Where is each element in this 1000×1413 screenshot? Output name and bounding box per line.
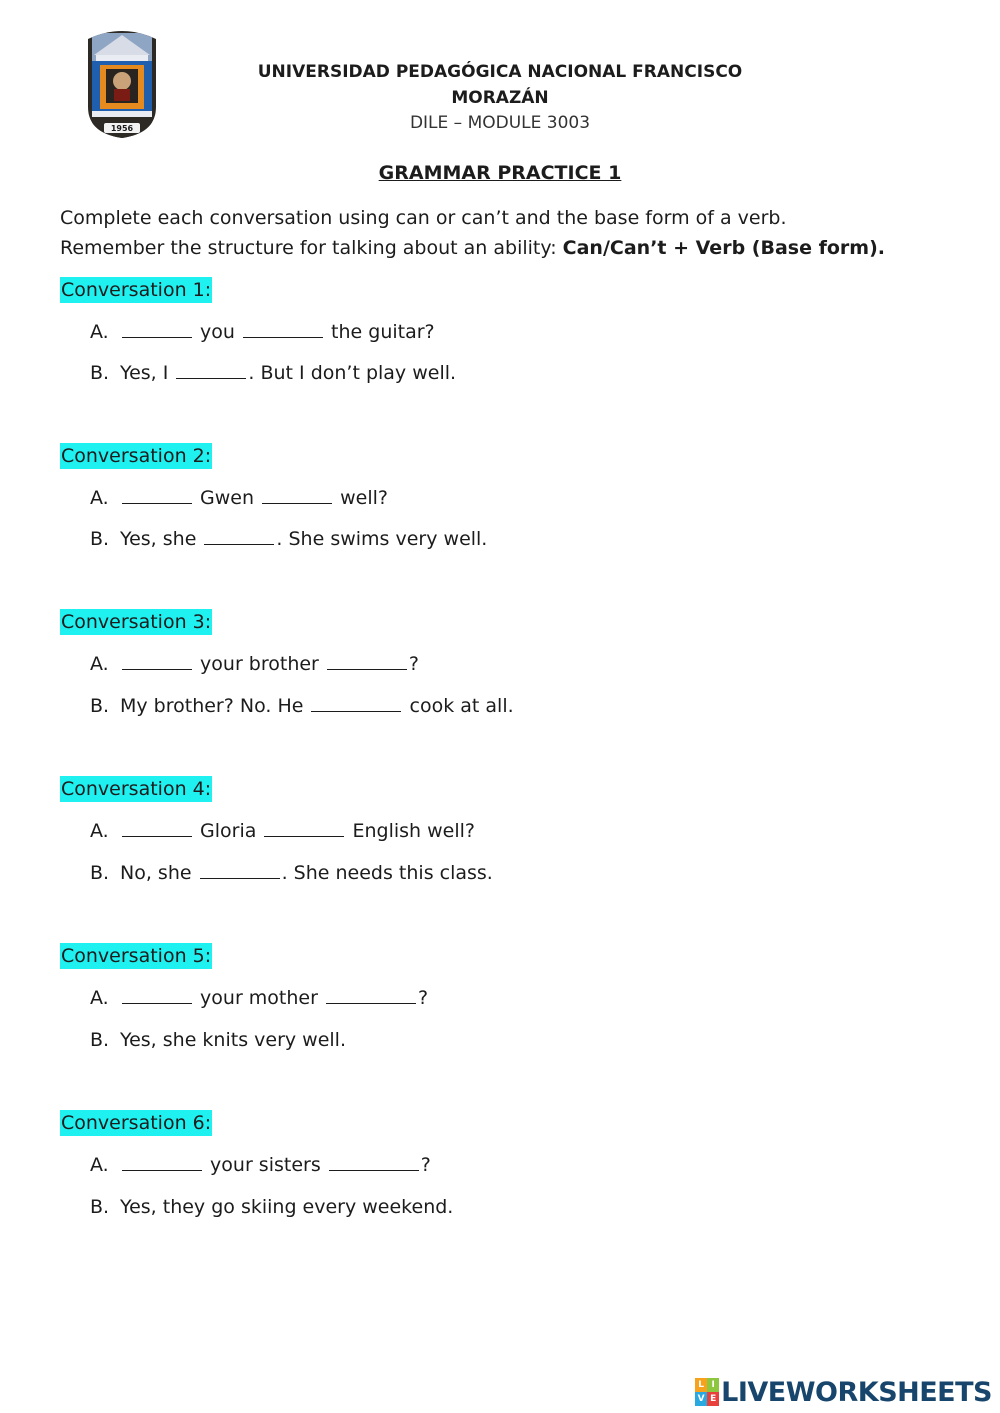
- line-text: ?: [420, 1154, 431, 1176]
- university-name-line1: UNIVERSIDAD PEDAGÓGICA NACIONAL FRANCISCO: [257, 62, 743, 82]
- line-text: your mother: [194, 987, 324, 1009]
- conversation-3-line-a: [90, 651, 419, 677]
- line-letter: B.: [90, 695, 110, 717]
- line-letter: A.: [90, 1154, 109, 1176]
- line-text: Gwen: [194, 487, 261, 509]
- instructions-line2: [60, 233, 940, 263]
- line-letter: B.: [90, 862, 110, 884]
- conversation-6-line-b: [90, 1194, 453, 1220]
- conversation-1-line-a: [90, 319, 435, 345]
- answer-blank[interactable]: [326, 985, 416, 1004]
- conversation-1-line-b: [90, 360, 456, 386]
- line-text: Yes, I: [120, 362, 175, 384]
- answer-blank[interactable]: [311, 693, 401, 712]
- line-text: well?: [334, 487, 388, 509]
- line-text: your brother: [194, 653, 325, 675]
- line-letter: A.: [90, 653, 109, 675]
- conversation-3-heading: Conversation 3:: [61, 611, 212, 633]
- conversation-2-heading: Conversation 2:: [61, 445, 212, 467]
- answer-blank[interactable]: [200, 860, 280, 879]
- icon-letter-i: I: [707, 1378, 719, 1392]
- instructions-line2-text: Remember the structure for talking about an ability:: [60, 237, 563, 259]
- line-text: No, she: [120, 862, 198, 884]
- liveworksheets-icon: [695, 1378, 719, 1406]
- liveworksheets-logo[interactable]: [695, 1374, 992, 1410]
- answer-blank[interactable]: [122, 985, 192, 1004]
- conversation-3-line-b: [90, 693, 514, 719]
- instructions-structure: Can/Can’t + Verb (Base form).: [562, 237, 885, 259]
- answer-blank[interactable]: [329, 1152, 419, 1171]
- instructions: [60, 203, 940, 263]
- line-letter: B.: [90, 528, 110, 550]
- conversation-4-heading: Conversation 4:: [61, 778, 212, 800]
- line-letter: A.: [90, 820, 109, 842]
- conversation-4-line-b: [90, 860, 493, 886]
- conversation-2-line-b: [90, 526, 487, 552]
- line-text: My brother? No. He: [120, 695, 310, 717]
- line-text: cook at all.: [403, 695, 514, 717]
- answer-blank[interactable]: [122, 319, 192, 338]
- line-letter: B.: [90, 1029, 110, 1051]
- conversation-5-heading: Conversation 5:: [61, 945, 212, 967]
- answer-blank[interactable]: [264, 818, 344, 837]
- conversation-2-line-a: [90, 485, 388, 511]
- conversation-5-line-a: [90, 985, 428, 1011]
- line-letter: B.: [90, 362, 110, 384]
- university-name-line2: MORAZÁN: [451, 88, 549, 108]
- worksheet-title: GRAMMAR PRACTICE 1: [378, 162, 622, 184]
- line-text: your sisters: [204, 1154, 327, 1176]
- answer-blank[interactable]: [204, 526, 274, 545]
- line-letter: A.: [90, 487, 109, 509]
- line-text: . She needs this class.: [281, 862, 493, 884]
- icon-letter-e: E: [707, 1392, 719, 1406]
- line-text: the guitar?: [325, 321, 435, 343]
- line-text: Gloria: [194, 820, 263, 842]
- line-text: Yes, they go skiing every weekend.: [120, 1196, 454, 1218]
- line-text: . But I don’t play well.: [248, 362, 457, 384]
- logo-year: 1956: [110, 124, 134, 133]
- liveworksheets-brand: LIVEWORKSHEETS: [721, 1376, 992, 1408]
- line-text: ?: [408, 653, 420, 675]
- conversation-6-heading: Conversation 6:: [61, 1112, 212, 1134]
- icon-letter-v: V: [695, 1392, 707, 1406]
- line-text: ?: [417, 987, 429, 1009]
- instructions-line1: Complete each conversation using can or can’t and the base form of a verb.: [60, 207, 787, 229]
- conversation-6-line-a: [90, 1152, 431, 1178]
- answer-blank[interactable]: [122, 651, 192, 670]
- line-letter: A.: [90, 987, 109, 1009]
- answer-blank[interactable]: [262, 485, 332, 504]
- line-letter: B.: [90, 1196, 110, 1218]
- line-text: Yes, she knits very well.: [120, 1029, 346, 1051]
- answer-blank[interactable]: [176, 360, 246, 379]
- answer-blank[interactable]: [122, 818, 192, 837]
- icon-letter-l: L: [695, 1378, 707, 1392]
- conversation-1-heading: Conversation 1:: [61, 279, 212, 301]
- answer-blank[interactable]: [243, 319, 323, 338]
- line-text: English well?: [346, 820, 476, 842]
- module-label: DILE – MODULE 3003: [409, 113, 591, 133]
- answer-blank[interactable]: [122, 485, 192, 504]
- conversation-5-line-b: [90, 1027, 346, 1053]
- conversation-4-line-a: [90, 818, 475, 844]
- line-letter: A.: [90, 321, 109, 343]
- line-text: you: [194, 321, 241, 343]
- answer-blank[interactable]: [122, 1152, 202, 1171]
- answer-blank[interactable]: [327, 651, 407, 670]
- line-text: . She swims very well.: [276, 528, 488, 550]
- line-text: Yes, she: [120, 528, 203, 550]
